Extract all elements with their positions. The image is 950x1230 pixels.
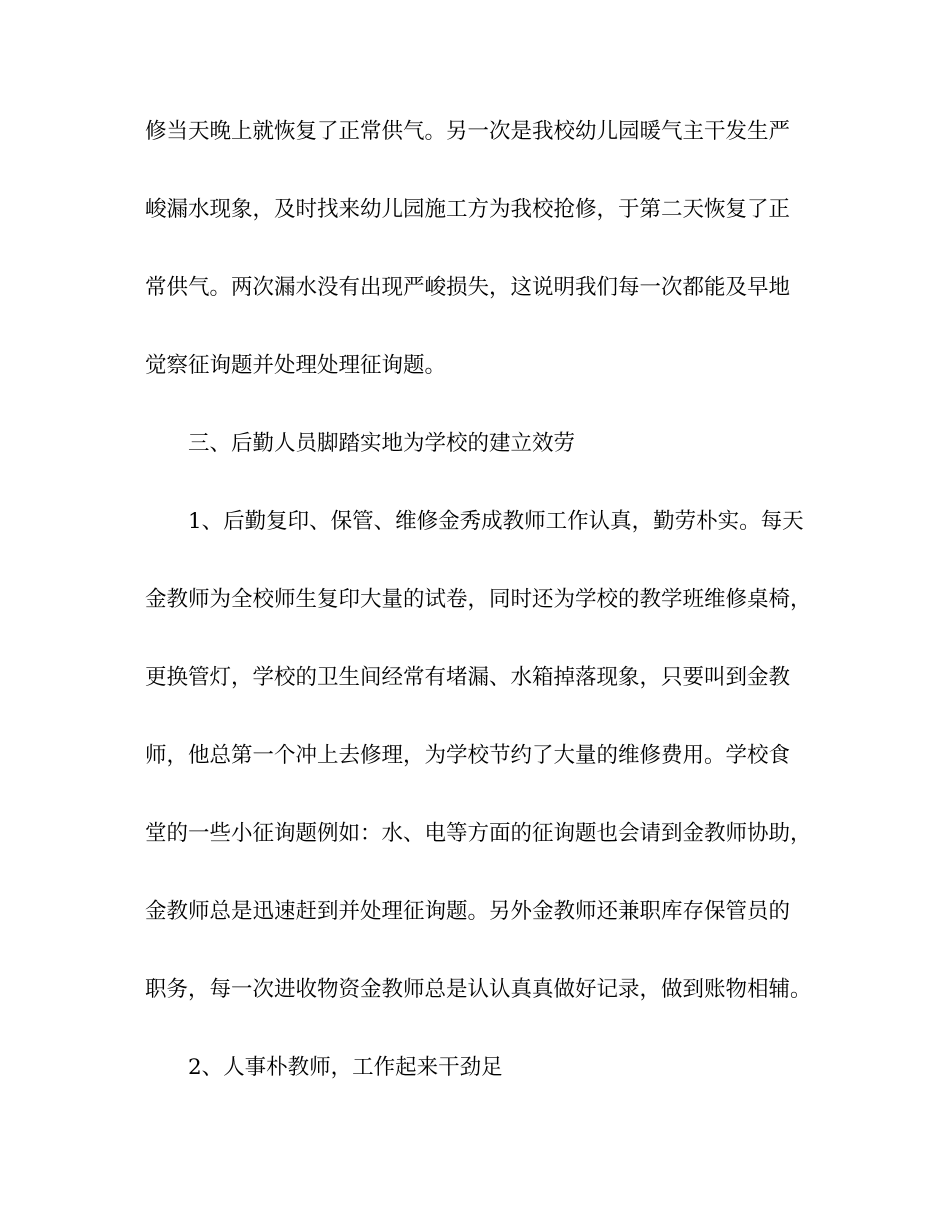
text-line: 修当天晚上就恢复了正常供气。另一次是我校幼儿园暖气主干发生严 bbox=[145, 119, 791, 144]
text-line: 师，他总第一个冲上去修理，为学校节约了大量的维修费用。学校食 bbox=[145, 743, 791, 768]
text-line: 职务，每一次进收物资金教师总是认认真真做好记录，做到账物相辅。 bbox=[145, 977, 812, 1002]
text-line: 金教师为全校师生复印大量的试卷，同时还为学校的教学班维修桌椅， bbox=[145, 587, 812, 612]
text-line: 觉察征询题并处理处理征询题。 bbox=[145, 353, 447, 378]
body-text bbox=[145, 120, 810, 1134]
text-line: 堂的一些小征询题例如：水、电等方面的征询题也会请到金教师协助， bbox=[145, 821, 812, 846]
text-line: 1、后勤复印、保管、维修金秀成教师工作认真，勤劳朴实。每天 bbox=[188, 509, 804, 534]
text-line: 更换管灯，学校的卫生间经常有堵漏、水箱掉落现象，只要叫到金教 bbox=[145, 665, 791, 690]
text-line: 金教师总是迅速赶到并处理征询题。另外金教师还兼职库存保管员的 bbox=[145, 899, 791, 924]
text-line: 常供气。两次漏水没有出现严峻损失，这说明我们每一次都能及早地 bbox=[145, 275, 791, 300]
section-heading: 三、后勤人员脚踏实地为学校的建立效劳 bbox=[188, 431, 576, 456]
text-line: 峻漏水现象，及时找来幼儿园施工方为我校抢修，于第二天恢复了正 bbox=[145, 197, 791, 222]
subsection-heading: 2、人事朴教师，工作起来干劲足 bbox=[188, 1055, 503, 1080]
